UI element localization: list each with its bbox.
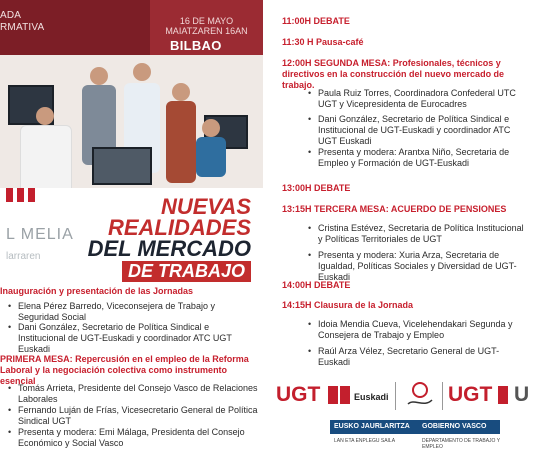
ugt-logo-1: UGT xyxy=(276,383,321,406)
dept-label-es: DEPARTAMENTO DE TRABAJO Y EMPLEO xyxy=(422,438,500,450)
signature-logo-icon xyxy=(404,380,436,410)
speaker-item: • Dani González, Secretario de Política Sindical e Institucional de UGT-Euskadi y coordinador ATC UGT Euskadi xyxy=(8,322,258,355)
event-city: BILBAO xyxy=(170,38,222,53)
ugt-mark-icon xyxy=(328,386,338,404)
left-column xyxy=(0,0,263,462)
speaker-item: • Cristina Estévez, Secretaria de Política Institucional y Políticas Territoriales de UGT xyxy=(308,223,528,245)
person-head xyxy=(90,67,108,85)
speaker-item: • Tomás Arrieta, Presidente del Consejo Vasco de Relaciones Laborales xyxy=(8,383,258,405)
venue-name: L MELIA xyxy=(6,226,74,243)
closing-heading: 14:15H Clausura de la Jornada xyxy=(282,300,414,310)
hero-left-panel xyxy=(0,0,150,55)
person-illustration xyxy=(20,125,72,188)
sponsor-logos xyxy=(270,372,534,462)
schedule-item: 11:00H DEBATE xyxy=(282,16,350,26)
ugt-logo-2: UGT xyxy=(448,383,493,406)
title-line-3: DEL MERCADO xyxy=(87,236,251,261)
person-head xyxy=(36,107,54,125)
title-line-2: REALIDADES xyxy=(107,215,251,240)
laptop-illustration xyxy=(92,147,152,185)
person-head xyxy=(172,83,190,101)
event-date-es: 16 DE MAYO xyxy=(179,16,234,26)
speaker-item: • Fernando Luján de Frías, Vicesecretario General de Política Sindical UGT xyxy=(8,405,258,427)
tagline-2: RMATIVA xyxy=(0,22,45,33)
ugt-mark-icon xyxy=(498,386,508,404)
speaker-item: • Dani González, Secretario de Política Sindical e Institucional de UGT-Euskadi y coordinador ATC UGT Euskadi xyxy=(308,114,528,147)
speaker-item: • Raúl Arza Vélez, Secretario General de UGT- Euskadi xyxy=(308,346,528,368)
logo-divider xyxy=(395,382,396,410)
hero-banner xyxy=(0,0,263,188)
tagline-1: ADA xyxy=(0,10,22,21)
speaker-item: • Presenta y modera: Emi Málaga, Presidenta del Consejo Económico y Social Vasco xyxy=(8,427,258,449)
gov-label-es: GOBIERNO VASCO xyxy=(422,423,487,430)
event-date-eu: MAIATZAREN 16AN xyxy=(165,26,248,36)
title-line-4: DE TRABAJO xyxy=(122,261,251,282)
gov-label-eu: EUSKO JAURLARITZA xyxy=(334,423,410,430)
bar xyxy=(28,188,35,202)
speaker-item: • Paula Ruiz Torres, Coordinadora Confederal UTC UGT y Vicepresidenta de Eurocadres xyxy=(308,88,528,110)
speaker-item: • Elena Pérez Barredo, Viceconsejera de Trabajo y Seguridad Social xyxy=(8,301,258,323)
logo-divider xyxy=(442,382,443,410)
speaker-item: • Presenta y modera: Xuria Arza, Secretaria de Igualdad, Políticas Sociales y Diversidad de UGT-Euskadi xyxy=(308,250,528,283)
title-line-1: NUEVAS xyxy=(160,194,251,219)
right-column xyxy=(270,0,534,462)
second-panel-heading: 12:00H SEGUNDA MESA: Profesionales, técnicos y directivos en la construcción del nuevo mercado de trabajo. xyxy=(282,58,505,90)
schedule-item: 11:30 H Pausa-café xyxy=(282,37,364,47)
speaker-item: • Idoia Mendia Cueva, Vicelehendakari Segunda y Consejera de Trabajo y Empleo xyxy=(308,319,528,341)
bar xyxy=(6,188,13,202)
ugt-logo-3: U xyxy=(514,383,530,406)
speaker-item: • Presenta y modera: Arantxa Niño, Secretaria de Empleo y Formación de UGT-Euskadi xyxy=(308,147,528,169)
bar xyxy=(17,188,24,202)
ugt-mark-icon xyxy=(340,386,350,404)
person-head xyxy=(202,119,220,137)
illustration-office-scene xyxy=(0,55,263,188)
schedule-item: 13:00H DEBATE xyxy=(282,183,351,193)
first-panel-heading: PRIMERA MESA: Repercusión en el empleo de la Reforma Laboral y la negociación colectiva como instrumento esencial xyxy=(0,354,249,386)
event-title xyxy=(88,196,251,283)
inauguration-heading: Inauguración y presentación de las Jornadas xyxy=(0,286,194,296)
third-panel-heading: 13:15H TERCERA MESA: ACUERDO DE PENSIONES xyxy=(282,204,507,214)
schedule-item: 14:00H DEBATE xyxy=(282,280,351,290)
venue-sub: larraren xyxy=(6,251,41,262)
hero-tagline xyxy=(0,10,44,34)
person-illustration xyxy=(196,137,226,177)
dept-label-eu: LAN ETA ENPLEGU SAILA xyxy=(334,438,396,444)
euskadi-label: Euskadi xyxy=(354,392,389,402)
person-head xyxy=(133,63,151,81)
event-date xyxy=(150,16,263,36)
person-illustration xyxy=(166,101,196,183)
